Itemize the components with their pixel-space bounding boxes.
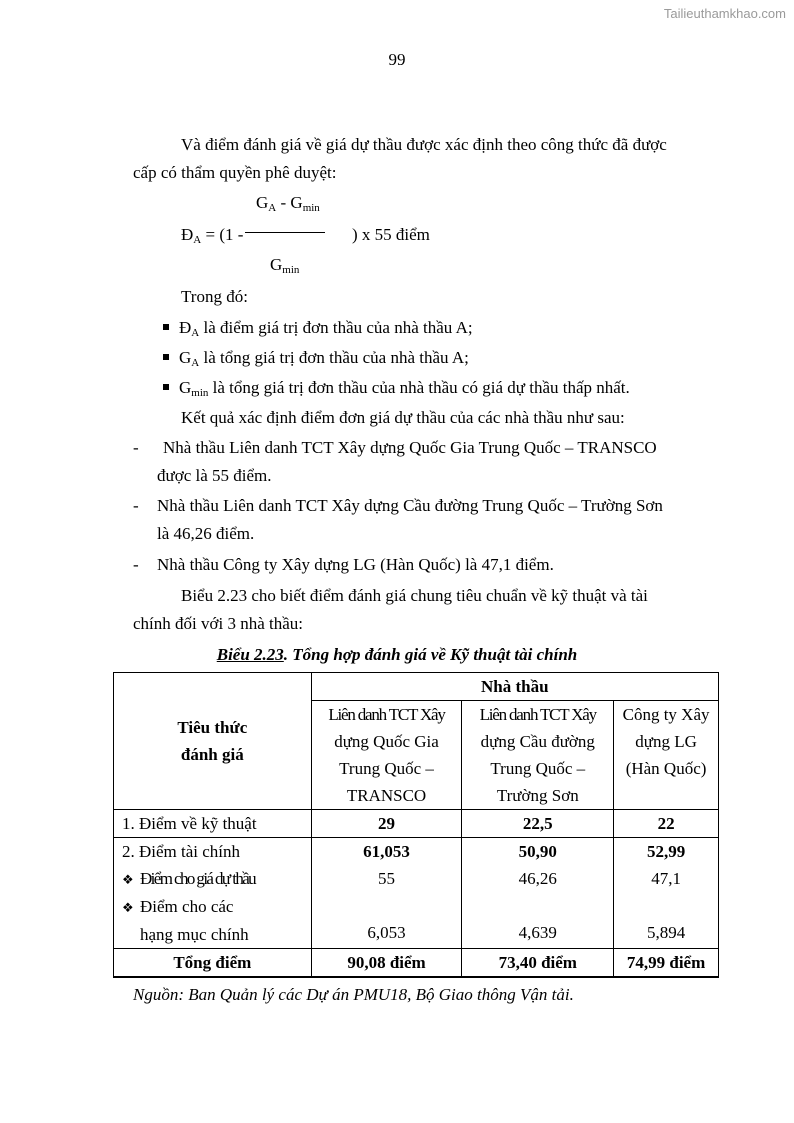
definition-2: $G_A$ là tổng giá trị đơn thầu của nhà thầu A;	[163, 348, 469, 373]
result-1-line-2: được là 55 điểm.	[157, 466, 272, 485]
definition-3: $G_{min}$ là tổng giá trị đơn thầu của nhà thầu có giá dự thầu thấp nhất.	[163, 378, 630, 403]
table-cell: 52,99 47,1 5,894	[614, 838, 719, 949]
result-intro: Kết quả xác định điểm đơn giá dự thầu của các nhà thầu như sau:	[181, 408, 625, 427]
diamond-bullet-icon: ❖	[122, 872, 133, 887]
criteria-header-cell: Tiêu thức đánh giá	[114, 673, 312, 810]
table-total-row	[114, 949, 719, 978]
contractor-1-header: Liên danh TCT Xây dựng Quốc Gia Trung Quốc – TRANSCO	[311, 701, 462, 810]
contractors-header: Nhà thầu	[311, 673, 718, 701]
dash-bullet-icon: -	[133, 555, 139, 574]
table-header-row	[114, 673, 719, 701]
contractor-3-header: Công ty Xây dựng LG (Hàn Quốc)	[614, 701, 719, 810]
formula-lhs: $Đ_A = (1$ -	[181, 225, 244, 246]
source-note: Nguồn: Ban Quản lý các Dự án PMU18, Bộ Giao thông Vận tải.	[133, 985, 574, 1004]
table-row	[114, 838, 719, 949]
result-3-line-1: Nhà thầu Công ty Xây dựng LG (Hàn Quốc) là 47,1 điểm.	[157, 555, 554, 574]
watermark: Tailieuthamkhao.com	[663, 6, 786, 21]
result-2-line-1: Nhà thầu Liên danh TCT Xây dựng Cầu đường Trung Quốc – Trường Sơn	[157, 496, 663, 515]
page-number: 99	[388, 50, 406, 69]
row-label: 1. Điểm về kỹ thuật	[114, 810, 312, 838]
dash-bullet-icon: -	[133, 438, 139, 457]
summary-line-1: Biểu 2.23 cho biết điểm đánh giá chung tiêu chuẩn về kỹ thuật và tài	[181, 586, 648, 605]
fraction-bar	[245, 232, 325, 233]
formula-rhs: ) x 55 điểm	[352, 225, 430, 244]
result-2-line-2: là 46,26 điểm.	[157, 524, 255, 543]
table-cell: 61,053 55 6,053	[311, 838, 462, 949]
where-label: Trong đó:	[181, 287, 248, 306]
table-cell: 22,5	[462, 810, 614, 838]
contractor-2-header: Liên danh TCT Xây dựng Cầu đường Trung Quốc – Trường Sơn	[462, 701, 614, 810]
formula-denominator: $G_{min}$	[270, 255, 300, 276]
table-cell: 74,99 điểm	[614, 949, 719, 978]
formula-numerator: $G_A - G_{min}$	[256, 193, 320, 214]
table-cell: 50,90 46,26 4,639	[462, 838, 614, 949]
row-label: Tổng điểm	[114, 949, 312, 978]
evaluation-table	[113, 672, 719, 978]
table-row	[114, 810, 719, 838]
table-cell: 73,40 điểm	[462, 949, 614, 978]
table-caption: Biểu 2.23. Tổng hợp đánh giá về Kỹ thuật tài chính	[216, 645, 578, 664]
dash-bullet-icon: -	[133, 496, 139, 515]
diamond-bullet-icon: ❖	[122, 900, 134, 915]
definition-1: $Đ_A$ là điểm giá trị đơn thầu của nhà thầu A;	[163, 318, 473, 343]
square-bullet-icon	[163, 324, 169, 330]
table-cell: 22	[614, 810, 719, 838]
row-label: 2. Điểm tài chính ❖ Điểm cho giá dự thầu ❖ Điểm cho các hạng mục chính	[114, 838, 312, 949]
summary-line-2: chính đối với 3 nhà thầu:	[133, 614, 303, 633]
intro-line-1: Và điểm đánh giá về giá dự thầu được xác định theo công thức đã được	[181, 135, 667, 154]
table-cell: 90,08 điểm	[311, 949, 462, 978]
square-bullet-icon	[163, 384, 169, 390]
square-bullet-icon	[163, 354, 169, 360]
result-1-line-1: Nhà thầu Liên danh TCT Xây dựng Quốc Gia Trung Quốc – TRANSCO	[163, 438, 657, 457]
intro-line-2: cấp có thẩm quyền phê duyệt:	[133, 163, 337, 182]
table-cell: 29	[311, 810, 462, 838]
